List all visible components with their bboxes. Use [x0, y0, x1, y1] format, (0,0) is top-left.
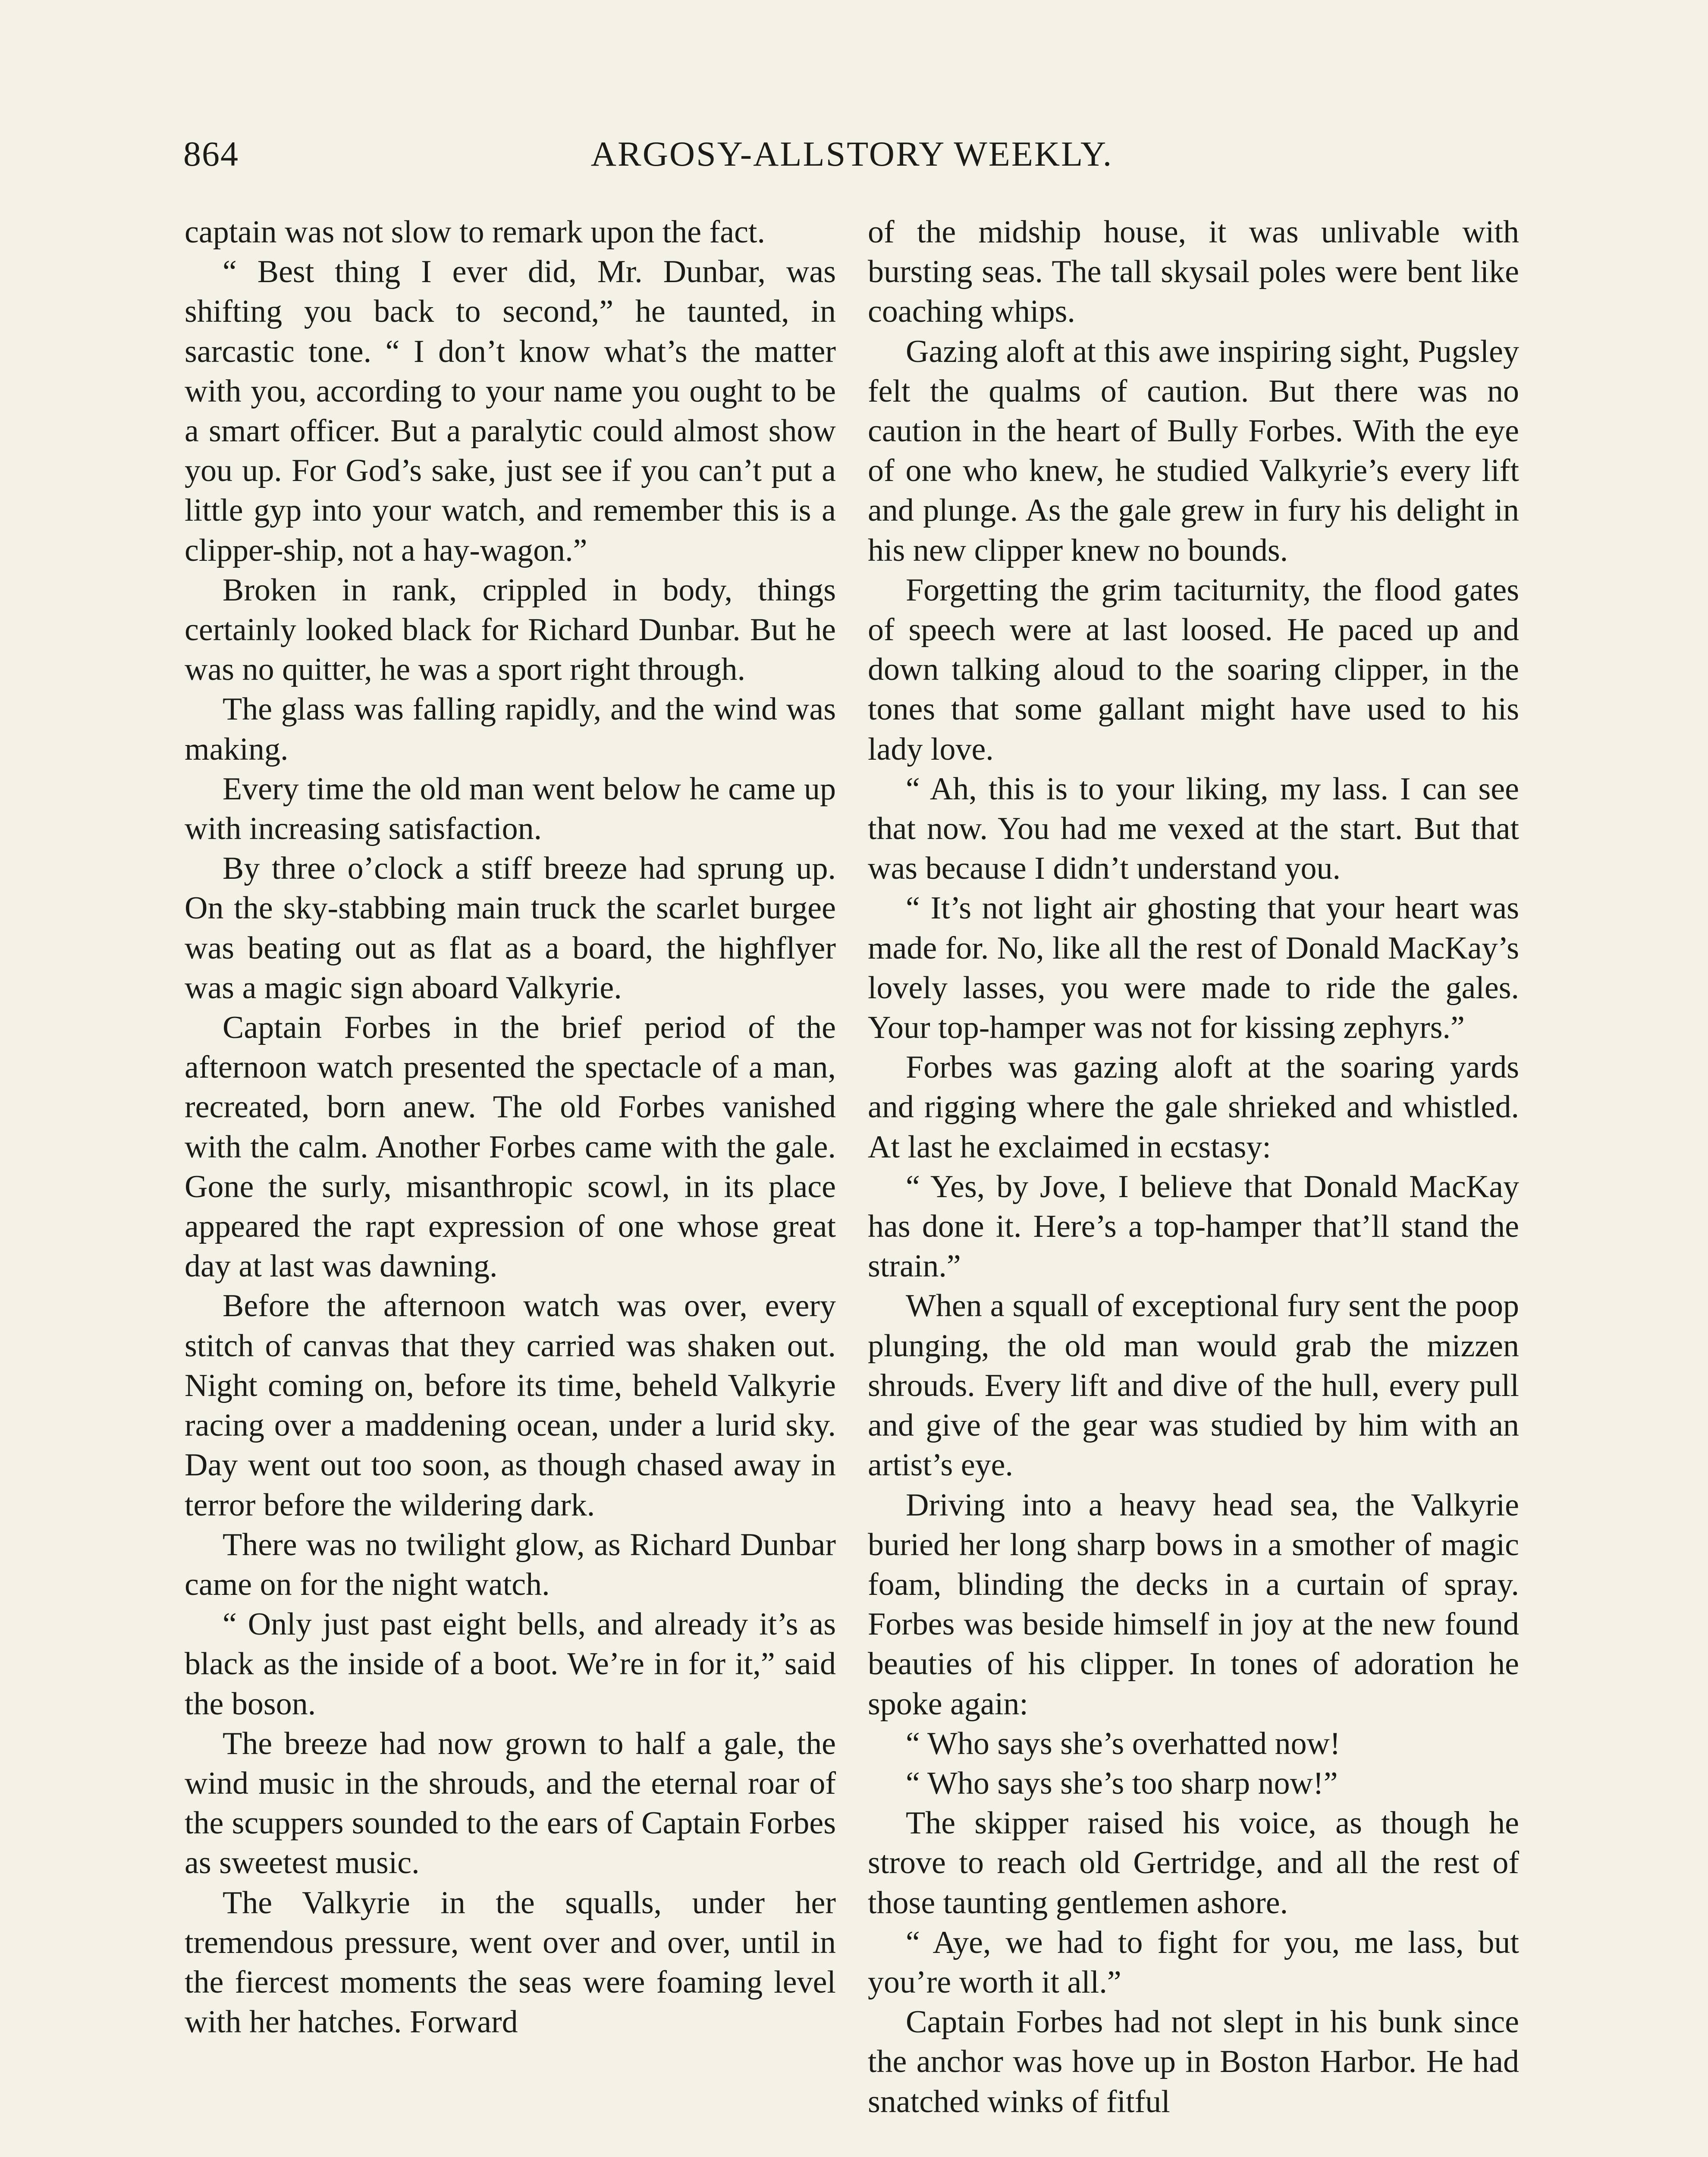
paragraph: The skipper raised his voice, as though he strove to reach old Gertridge, and all the rest of those taunting gentlemen ashore. [868, 1805, 1519, 1921]
paragraph: “ Best thing I ever did, Mr. Dunbar, was shifting you back to second,” he taunted, in sarcastic tone. “ I don’t know what’s the matter with you, according to your name you ought to be a smart officer. But a paralytic could almost show you up. For God’s sake, just see if you can’t put a little gyp into your watch, and remember this is a clipper-ship, not a hay-wagon.” [185, 254, 836, 568]
paragraph: Forbes was gazing aloft at the soaring yards and rigging where the gale shrieked and whistled. At last he exclaimed in ecstasy: [868, 1050, 1519, 1165]
paragraph: Every time the old man went below he came up with increasing satisfaction. [185, 771, 836, 847]
page-header [183, 134, 1520, 190]
paragraph: When a squall of exceptional fury sent the poop plunging, the old man would grab the mizzen shrouds. Every lift and dive of the hull, every pull and give of the gear was studied by him with an artist’s eye. [868, 1288, 1519, 1483]
paragraph: “ Yes, by Jove, I believe that Donald MacKay has done it. Here’s a top-hamper that’ll stand the strain.” [868, 1169, 1519, 1284]
right-text-column [868, 212, 1519, 2122]
paragraph: By three o’clock a stiff breeze had sprung up. On the sky-stabbing main truck the scarlet burgee was beating out as flat as a board, the highflyer was a magic sign aboard Valkyrie. [185, 851, 836, 1006]
paragraph: “ Who says she’s too sharp now!” [906, 1765, 1338, 1801]
paragraph: Forgetting the grim taciturnity, the flood gates of speech were at last loosed. He paced up and down talking aloud to the soaring clipper, in the tones that some gallant might have used to his lady love. [868, 572, 1519, 767]
paragraph: Gazing aloft at this awe inspiring sight, Pugsley felt the qualms of caution. But there was no caution in the heart of Bully Forbes. With the eye of one who knew, he studied Valkyrie’s every lift and plunge. As the gale grew in fury his delight in his new clipper knew no bounds. [868, 333, 1519, 568]
paragraph: The breeze had now grown to half a gale, the wind music in the shrouds, and the eternal roar of the scuppers sounded to the ears of Captain Forbes as sweetest music. [185, 1726, 836, 1881]
paragraph: of the midship house, it was unlivable with bursting seas. The tall skysail poles were bent like coaching whips. [868, 214, 1519, 330]
left-text-column [185, 212, 836, 2042]
paragraph: “ It’s not light air ghosting that your heart was made for. No, like all the rest of Donald MacKay’s lovely lasses, you were made to ride the gales. Your top-hamper was not for kissing zephyrs.” [868, 890, 1519, 1046]
page-number: 864 [183, 134, 239, 173]
paragraph: There was no twilight glow, as Richard Dunbar came on for the night watch. [185, 1527, 836, 1602]
paragraph: “ Aye, we had to fight for you, me lass, but you’re worth it all.” [868, 1924, 1519, 2000]
paragraph: The glass was falling rapidly, and the wind was making. [185, 692, 836, 767]
running-title: ARGOSY-ALLSTORY WEEKLY. [590, 134, 1113, 173]
paragraph: Captain Forbes in the brief period of the afternoon watch presented the spectacle of a man, recreated, born anew. The old Forbes vanished with the calm. Another Forbes came with the gale. Gone the surly, misanthropic scowl, in its place appeared the rapt expression of one whose great day at last was dawning. [185, 1010, 836, 1284]
paragraph: The Valkyrie in the squalls, under her tremendous pressure, went over and over, until in the fiercest moments the seas were foaming level with her hatches. Forward [185, 1885, 836, 2040]
paragraph: Captain Forbes had not slept in his bunk since the anchor was hove up in Boston Harbor. He had snatched winks of fitful [868, 2004, 1519, 2119]
paragraph: “ Ah, this is to your liking, my lass. I can see that now. You had me vexed at the start. But that was because I didn’t understand you. [868, 771, 1519, 887]
paragraph: “ Who says she’s overhatted now! [906, 1726, 1341, 1761]
paragraph: Before the afternoon watch was over, every stitch of canvas that they carried was shaken out. Night coming on, before its time, beheld Valkyrie racing over a maddening ocean, under a lurid sky. Day went out too soon, as though chased away in terror before the wildering dark. [185, 1288, 836, 1523]
paragraph: “ Only just past eight bells, and already it’s as black as the inside of a boot. We’re in for it,” said the boson. [185, 1607, 836, 1722]
paragraph: Driving into a heavy head sea, the Valkyrie buried her long sharp bows in a smother of magic foam, blinding the decks in a curtain of spray. Forbes was beside himself in joy at the new found beauties of his clipper. In tones of adoration he spoke again: [868, 1487, 1519, 1722]
paragraph: Broken in rank, crippled in body, things certainly looked black for Richard Dunbar. But he was no quitter, he was a sport right through. [185, 572, 836, 688]
paragraph: captain was not slow to remark upon the fact. [185, 214, 765, 250]
